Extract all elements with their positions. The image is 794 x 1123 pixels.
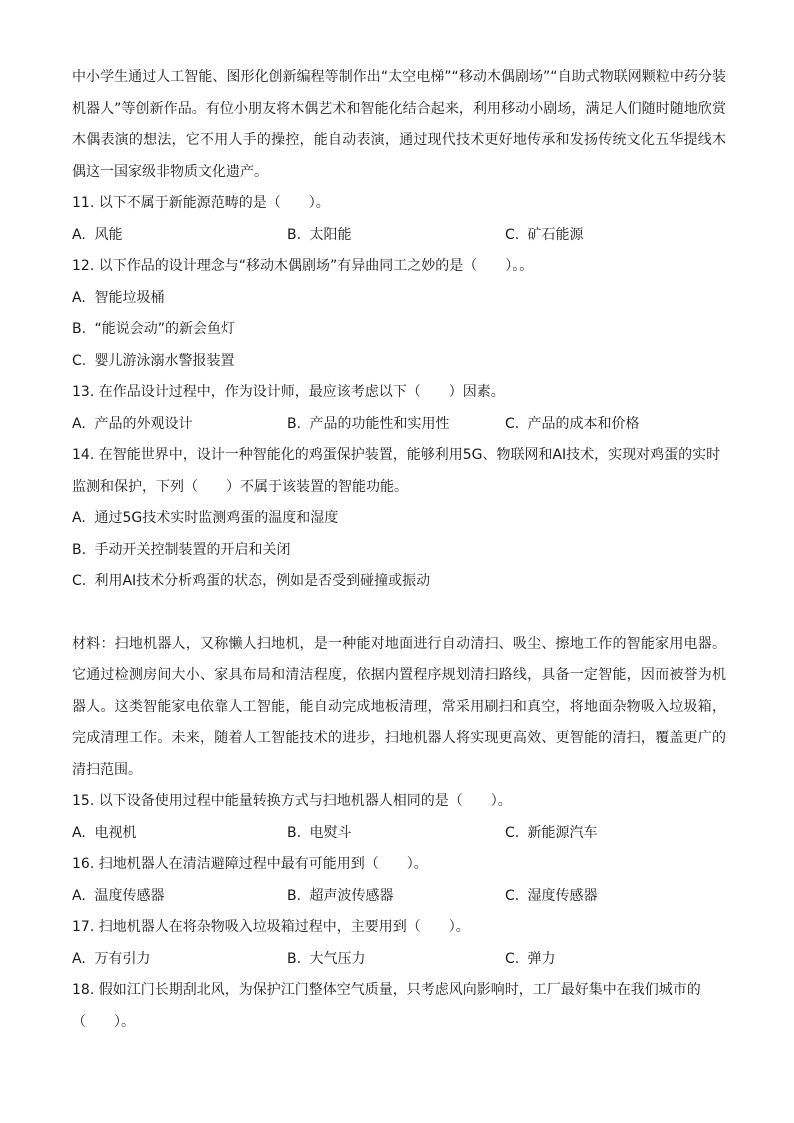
option-letter: A.: [72, 824, 86, 841]
option-letter: B.: [72, 541, 87, 558]
answer-option: [505, 881, 726, 913]
answer-option: [287, 881, 505, 913]
option-text: 利用AI技术分析鸡蛋的状态，例如是否受到碰撞或振动: [94, 573, 431, 589]
question: [72, 849, 726, 912]
option-text: 矿石能源: [527, 226, 584, 243]
question-stem: 12. 以下作品的设计理念与“移动木偶剧场”有异曲同工之妙的是（ ）。。: [72, 258, 534, 274]
option-letter: B.: [72, 321, 87, 337]
option-letter: B.: [287, 824, 302, 841]
question: [72, 377, 726, 440]
answer-option: [72, 535, 726, 567]
option-letter: A.: [72, 887, 86, 904]
option-letter: B.: [287, 415, 302, 432]
option-text: 产品的成本和价格: [527, 415, 640, 432]
options-row: [72, 944, 726, 976]
option-letter: C.: [505, 824, 520, 841]
question-stem: 14. 在智能世界中，设计一种智能化的鸡蛋保护装置，能够利用5G、物联网和AI技术，实现对鸡蛋的实时监测和保护，下列（ ）不属于该装置的智能功能。: [72, 447, 721, 495]
option-letter: A.: [72, 510, 86, 526]
question: [72, 440, 726, 598]
option-letter: A.: [72, 289, 86, 306]
answer-option: [72, 220, 287, 252]
option-text: 婴儿游泳溺水警报装置: [94, 352, 235, 369]
answer-option: [72, 503, 726, 535]
option-letter: A.: [72, 415, 86, 432]
option-letter: B.: [287, 887, 302, 904]
section-gap: [72, 598, 726, 629]
option-text: 超声波传感器: [309, 887, 394, 904]
option-text: 湿度传感器: [527, 887, 598, 904]
options-row: [72, 818, 726, 850]
answer-option: [505, 818, 726, 850]
option-text: 电视机: [94, 824, 137, 841]
option-letter: C.: [72, 573, 87, 589]
question-stem: 18. 假如江门长期刮北风，为保护江门整体空气质量，只考虑风向影响时，工厂最好集中在我们城市的（ ）。: [72, 982, 701, 1030]
question-stem: 11. 以下不属于新能源范畴的是（ ）。: [72, 195, 330, 211]
answer-option: [72, 346, 726, 378]
question-group-a: [72, 188, 726, 598]
question-stem: 17. 扫地机器人在将杂物吸入垃圾箱过程中，主要用到（ ）。: [72, 919, 470, 935]
answer-option: [287, 944, 505, 976]
option-text: 风能: [94, 226, 123, 243]
question: [72, 188, 726, 251]
option-letter: C.: [505, 226, 520, 243]
option-letter: C.: [505, 950, 520, 967]
question: [72, 251, 726, 377]
options-row: [72, 409, 726, 441]
material-paragraph: 材料：扫地机器人，又称懒人扫地机，是一种能对地面进行自动清扫、吸尘、擦地工作的智能家用电器。它通过检测房间大小、家具布局和清洁程度，依据内置程序规划清扫路线，具备一定智能，因而被誉为机器人。这类智能家电依靠人工智能，能自动完成地板清理，常采用刷扫和真空，将地面杂物吸入垃圾箱，完成清理工作。未来，随着人工智能技术的进步，扫地机器人将实现更高效、更智能的清扫，覆盖更广的清扫范围。: [72, 635, 726, 778]
options-row: [72, 220, 726, 252]
question-group-b: [72, 786, 726, 1038]
option-text: 万有引力: [94, 950, 151, 967]
question-stem: 15. 以下设备使用过程中能量转换方式与扫地机器人相同的是（ ）。: [72, 793, 512, 809]
answer-option: [287, 818, 505, 850]
option-text: 新能源汽车: [527, 824, 598, 841]
option-text: 温度传感器: [94, 887, 165, 904]
answer-option: [72, 818, 287, 850]
option-letter: A.: [72, 950, 86, 967]
intro-paragraph: 中小学生通过人工智能、图形化创新编程等制作出“太空电梯”“移动木偶剧场”“自助式物联网颗粒中药分装机器人”等创新作品。有位小朋友将木偶艺术和智能化结合起来，利用移动小剧场，满足人们随时随地欣赏木偶表演的想法，它不用人手的操控，能自动表演，通过现代技术更好地传承和发扬传统文化五华提线木偶这一国家级非物质文化遗产。: [72, 69, 726, 180]
option-text: 太阳能: [309, 226, 352, 243]
answer-option: [72, 409, 287, 441]
answer-option: [505, 944, 726, 976]
option-text: 大气压力: [309, 950, 366, 967]
answer-option: [72, 283, 726, 315]
option-text: 产品的功能性和实用性: [309, 415, 450, 432]
question-stem: 16. 扫地机器人在清洁避障过程中最有可能用到（ ）。: [72, 856, 428, 872]
option-text: “能说会动”的新会鱼灯: [94, 321, 235, 337]
option-letter: C.: [505, 887, 520, 904]
question-stem: 13. 在作品设计过程中，作为设计师，最应该考虑以下（ ）因素。: [72, 384, 505, 400]
option-text: 电熨斗: [309, 824, 352, 841]
option-text: 通过5G技术实时监测鸡蛋的温度和湿度: [94, 510, 339, 526]
document-page: [72, 62, 726, 1038]
option-text: 弹力: [527, 950, 556, 967]
answer-option: [287, 220, 505, 252]
option-letter: B.: [287, 950, 302, 967]
question: [72, 912, 726, 975]
option-letter: A.: [72, 226, 86, 243]
option-letter: B.: [287, 226, 302, 243]
answer-option: [72, 566, 726, 598]
option-text: 产品的外观设计: [94, 415, 193, 432]
answer-option: [505, 409, 726, 441]
answer-option: [505, 220, 726, 252]
question: [72, 975, 726, 1038]
answer-option: [72, 881, 287, 913]
options-row: [72, 881, 726, 913]
answer-option: [72, 944, 287, 976]
option-text: 手动开关控制装置的开启和关闭: [94, 541, 291, 558]
option-letter: C.: [72, 352, 87, 369]
answer-option: [287, 409, 505, 441]
option-text: 智能垃圾桶: [94, 289, 165, 306]
option-letter: C.: [505, 415, 520, 432]
question: [72, 786, 726, 849]
answer-option: [72, 314, 726, 346]
